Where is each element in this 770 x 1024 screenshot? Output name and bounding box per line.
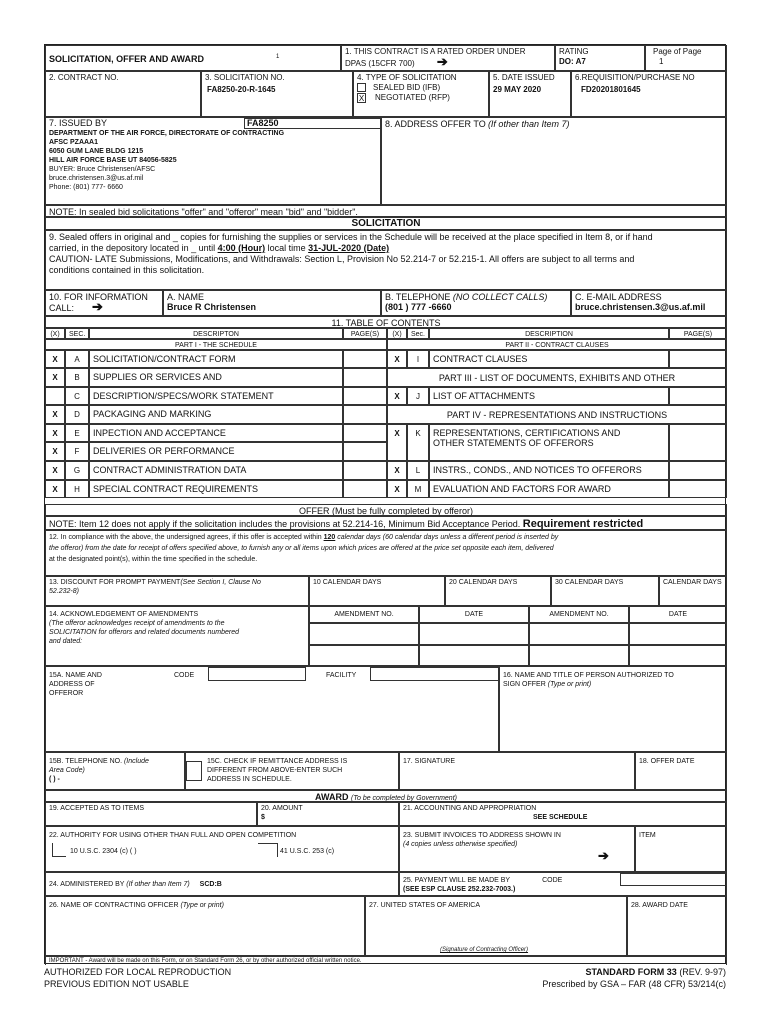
authorized-person-note: (Type or print): [547, 681, 592, 688]
toc-col-x: (X): [45, 328, 65, 339]
issued-by-line: bruce.christensen.3@us.af.mil: [49, 175, 144, 182]
administered-note: (If other than Item 7): [126, 881, 190, 888]
footer-reproduction: AUTHORIZED FOR LOCAL REPRODUCTION: [44, 967, 232, 977]
info-phone: (801 ) 777 -6660: [385, 302, 452, 312]
award-heading-text: AWARD: [315, 792, 349, 802]
toc-k-desc1: REPRESENTATIONS, CERTIFICATIONS AND: [433, 428, 621, 438]
administered-label: 24. ADMINISTERED BY: [49, 881, 125, 888]
discount-30-days: 30 CALENDAR DAYS: [551, 576, 659, 606]
usa-signature-cell: [365, 896, 627, 956]
administered-cell: [45, 872, 399, 896]
toc-row-pages: [343, 480, 387, 498]
info-phone-label: B. TELEPHONE: [385, 292, 451, 302]
amendment-no-header: AMENDMENT NO.: [309, 606, 419, 623]
discount-note2: 52.232-8): [49, 588, 79, 595]
contracting-officer-cell: [45, 896, 365, 956]
toc-row-desc: DESCRIPTION/SPECS/WORK STATEMENT: [89, 387, 343, 405]
item9-line3: CAUTION- LATE Submissions, Modifications, and Withdrawals: Section L, Provision No 52.214-7 or 52.215-1. All offers are subject to all terms and: [49, 254, 635, 264]
page-cell: [645, 45, 727, 71]
sealed-bid-label: SEALED BID (IFB): [373, 83, 441, 92]
toc-row-x[interactable]: X: [45, 424, 65, 442]
item12-block: [45, 530, 727, 576]
item12-line3: at the designated point(s), within the time specified in the schedule.: [49, 556, 258, 563]
toc-part1: PART I - THE SCHEDULE: [45, 339, 387, 350]
item9-block: [45, 230, 727, 290]
rating-value: DO: A7: [559, 57, 586, 66]
toc-row-sec: D: [65, 405, 89, 424]
negotiated-checkbox[interactable]: X: [358, 94, 365, 103]
toc-row-x[interactable]: X: [45, 461, 65, 480]
toc-row-desc: PACKAGING AND MARKING: [89, 405, 343, 424]
remittance-label2: DIFFERENT FROM ABOVE-ENTER SUCH: [207, 767, 343, 774]
rated-order-cell: [341, 45, 555, 71]
toc-row-x[interactable]: X: [387, 424, 407, 461]
item12-line2: the offeror) from the date for receipt of offers specified above, to furnish any or all items upon which prices are offered at the price set opposite each item, delivered: [49, 545, 554, 552]
toc-row-sec: I: [407, 350, 429, 368]
amendment-no-field-2[interactable]: [529, 623, 629, 645]
item9-line2b: local time: [265, 243, 309, 253]
toc-col-pages2: PAGE(S): [669, 328, 727, 339]
accounting-label: 21. ACCOUNTING AND APPROPRIATION: [403, 805, 537, 812]
info-email-label: C. E-MAIL ADDRESS: [575, 292, 662, 302]
offeror-facility-field[interactable]: [370, 667, 499, 681]
toc-row-desc: DELIVERIES OR PERFORMANCE: [89, 442, 343, 461]
toc-row-desc: CONTRACT ADMINISTRATION DATA: [89, 461, 343, 480]
info-label: 10. FOR INFORMATION: [49, 292, 148, 302]
item12-b: calendar days (60 calendar days unless a different period is inserted by: [335, 534, 559, 541]
offeror-code-label: CODE: [174, 672, 195, 679]
toc-row-pages: [343, 461, 387, 480]
requisition-label: 6.REQUISITION/PURCHASE NO: [575, 73, 695, 82]
date-issued-value: 29 MAY 2020: [493, 85, 542, 94]
item12-days: 120: [323, 534, 336, 541]
amendment-no-field-3[interactable]: [309, 645, 419, 666]
discount-label: 13. DISCOUNT FOR PROMPT PAYMENT: [49, 579, 181, 586]
accepted-items-cell: 19. ACCEPTED AS TO ITEMS: [45, 802, 257, 826]
toc-row-desc: INPECTION AND ACCEPTANCE: [89, 424, 343, 442]
item9-time: 4:00 (Hour): [217, 243, 266, 253]
toc-col-sec: SEC.: [65, 328, 89, 339]
toc-col-sec2: Sec.: [407, 328, 429, 339]
authorized-person-label2: SIGN OFFER: [503, 681, 546, 688]
info-name-label: A. NAME: [167, 292, 205, 302]
toc-row-x[interactable]: X: [45, 350, 65, 368]
toc-part2: PART II - CONTRACT CLAUSES: [387, 339, 727, 350]
amendment-date-field-2[interactable]: [629, 623, 727, 645]
info-name-cell: [163, 290, 381, 316]
rating-label: RATING: [559, 47, 589, 56]
administered-value: SCD:B: [199, 881, 222, 888]
amendment-date-field[interactable]: [419, 623, 529, 645]
address-offer-label: 8. ADDRESS OFFER TO: [385, 119, 486, 129]
toc-row-sec: A: [65, 350, 89, 368]
amendments-note1: (The offeror acknowledges receipt of amendments to the: [49, 620, 225, 627]
issued-by-address: [49, 129, 377, 192]
amendment-date-field-4[interactable]: [629, 645, 727, 666]
toc-row-pages: [669, 480, 727, 498]
toc-part4: PART IV - REPRESENTATIONS AND INSTRUCTIONS: [387, 405, 727, 424]
toc-row-sec: K: [407, 424, 429, 461]
form-title-cell: [45, 45, 341, 71]
toc-row-desc: CONTRACT CLAUSES: [429, 350, 669, 368]
toc-row-x[interactable]: X: [45, 368, 65, 387]
discount-cell: [45, 576, 309, 606]
toc-row-x[interactable]: X: [45, 405, 65, 424]
solicitation-heading: SOLICITATION: [45, 217, 727, 230]
info-email-cell: [571, 290, 727, 316]
issued-by-label: 7. ISSUED BY: [49, 118, 108, 128]
toc-col-desc: DESCRIPTON: [89, 328, 343, 339]
issued-by-line: AFSC PZAAA1: [49, 139, 99, 146]
award-heading: [45, 790, 727, 802]
page-value: 1: [659, 57, 664, 66]
telephone-cell: [45, 752, 185, 790]
toc-row-desc: INSTRS., CONDS., AND NOTICES TO OFFERORS: [429, 461, 669, 480]
discount-calendar-days: CALENDAR DAYS: [659, 576, 727, 606]
amendment-date-header: DATE: [419, 606, 529, 623]
invoices-note: (4 copies unless otherwise specified): [403, 841, 518, 848]
toc-row-pages: [343, 368, 387, 387]
usa-label: 27. UNITED STATES OF AMERICA: [369, 902, 480, 909]
toc-part3: PART III - LIST OF DOCUMENTS, EXHIBITS AND OTHER: [387, 368, 727, 387]
solicitation-no-cell: [201, 71, 353, 117]
item9-line2a: carried, in the depository located in _ until: [49, 243, 218, 253]
toc-row-pages: [343, 424, 387, 442]
toc-row-x[interactable]: X: [45, 442, 65, 461]
info-name: Bruce R Christensen: [167, 302, 257, 312]
offeror-label2: ADDRESS OF: [49, 681, 95, 688]
toc-row-sec: F: [65, 442, 89, 461]
toc-row-pages: [669, 461, 727, 480]
date-issued-cell: [489, 71, 571, 117]
toc-row-pages: [343, 405, 387, 424]
sealed-bid-note: NOTE: In sealed bid solicitations "offer" and "offeror" mean "bid" and "bidder".: [45, 205, 727, 217]
toc-row-desc: SOLICITATION/CONTRACT FORM: [89, 350, 343, 368]
telephone-note: (Include: [123, 758, 149, 765]
amendment-date-field-3[interactable]: [419, 645, 529, 666]
remittance-label1: 15C. CHECK IF REMITTANCE ADDRESS IS: [207, 758, 348, 765]
discount-note: (See Section I, Clause No: [180, 579, 261, 586]
footer-rev: (REV. 9-97): [679, 967, 726, 977]
offeror-cell: [45, 666, 499, 752]
issued-by-code: FA8250: [244, 118, 381, 129]
toc-col-desc2: DESCRIPTION: [429, 328, 669, 339]
toc-row-pages: [343, 350, 387, 368]
toc-col-x2: (X): [387, 328, 407, 339]
toc-row-x[interactable]: X: [387, 350, 407, 368]
info-email: bruce.christensen.3@us.af.mil: [575, 302, 706, 312]
authority-cell: [45, 826, 399, 872]
contracting-officer-label: 26. NAME OF CONTRACTING OFFICER: [49, 902, 179, 909]
toc-row-x[interactable]: X: [387, 387, 407, 405]
authority-checkbox-1[interactable]: [52, 843, 66, 857]
offeror-label3: OFFEROR: [49, 690, 84, 697]
toc-row-desc: EVALUATION AND FACTORS FOR AWARD: [429, 480, 669, 498]
toc-row-sec: B: [65, 368, 89, 387]
payment-value: (SEE ESP CLAUSE 252.232-7003.): [403, 886, 516, 893]
footer-sf33: STANDARD FORM 33: [585, 967, 677, 977]
note2: [45, 516, 727, 530]
authority-option-1: 10 U.S.C. 2304 (c) ( ): [70, 848, 137, 855]
solicitation-no-value: FA8250-20-R-1645: [207, 85, 276, 94]
award-note: (To be completed by Government): [351, 795, 457, 802]
amount-label: 20. AMOUNT: [261, 805, 303, 812]
rated-order-label: 1. THIS CONTRACT IS A RATED ORDER UNDER: [345, 47, 526, 56]
amendments-label: 14. ACKNOWLEDGEMENT OF AMENDMENTS: [49, 611, 199, 618]
discount-20-days: 20 CALENDAR DAYS: [445, 576, 551, 606]
offeror-facility-label: FACILITY: [326, 672, 357, 679]
negotiated-label: NEGOTIATED (RFP): [375, 93, 450, 102]
issued-by-line: 6050 GUM LANE BLDG 1215: [49, 148, 144, 155]
amendment-no-field-4[interactable]: [529, 645, 629, 666]
authorized-person-cell: [499, 666, 727, 752]
toc-row-sec: E: [65, 424, 89, 442]
requisition-cell: [571, 71, 727, 117]
toc-k-desc2: OTHER STATEMENTS OF OFFERORS: [433, 438, 594, 448]
amendment-no-header-2: AMENDMENT NO.: [529, 606, 629, 623]
footer-prescribed: Prescribed by GSA – FAR (48 CFR) 53/214(c): [542, 979, 726, 989]
item9-line1: 9. Sealed offers in original and _ copies for furnishing the supplies or services in the Schedule will be received at the place specified in Item 8, or if hand: [49, 232, 653, 242]
amendments-cell: [45, 606, 309, 666]
item12-a: 12. In compliance with the above, the undersigned agrees, if this offer is accepted within: [49, 534, 324, 541]
toc-row-sec: M: [407, 480, 429, 498]
note2-bold: Requirement restricted: [522, 518, 644, 530]
arrow-right-icon: ➔: [92, 299, 103, 314]
amendments-note2: SOLICITATION for offerors and related documents numbered: [49, 629, 239, 636]
authorized-person-label: 16. NAME AND TITLE OF PERSON AUTHORIZED TO: [503, 672, 674, 679]
issued-by-cell: [45, 117, 381, 205]
discount-10-days: 10 CALENDAR DAYS: [309, 576, 445, 606]
payment-code-label: CODE: [542, 877, 563, 884]
requisition-value: FD20201801645: [581, 85, 641, 94]
page-label: Page of Page: [653, 47, 702, 56]
payment-label: 25. PAYMENT WILL BE MADE BY: [403, 877, 511, 884]
usa-signature-note: (Signature of Contracting Officer): [440, 947, 529, 953]
note2-text: NOTE: Item 12 does not apply if the solicitation includes the provisions at 52.214-16, Minimum Bid Acceptance Period.: [49, 519, 521, 529]
toc-heading: 11. TABLE OF CONTENTS: [45, 316, 727, 328]
invoices-cell: [399, 826, 635, 872]
contract-no-cell: [45, 71, 201, 117]
signature-cell[interactable]: 17. SIGNATURE: [399, 752, 635, 790]
toc-col-pages: PAGE(S): [343, 328, 387, 339]
address-offer-cell: [381, 117, 727, 205]
issued-by-line: DEPARTMENT OF THE AIR FORCE, DIRECTORATE OF CONTRACTING: [49, 130, 285, 137]
offer-heading-text: OFFER (Must be fully completed by offeror): [299, 506, 473, 516]
remittance-cell: [185, 752, 399, 790]
remittance-checkbox[interactable]: [186, 761, 202, 781]
invoices-label: 23. SUBMIT INVOICES TO ADDRESS SHOWN IN: [403, 832, 561, 839]
issued-by-line: HILL AIR FORCE BASE UT 84056-5825: [49, 157, 177, 164]
call-label: CALL:: [49, 303, 75, 313]
toc-row-pages: [669, 387, 727, 405]
contract-no-label: 2. CONTRACT NO.: [49, 73, 119, 82]
remittance-label3: ADDRESS IN SCHEDULE.: [207, 776, 292, 783]
footer-standard-form: [585, 967, 726, 978]
info-phone-cell: [381, 290, 571, 316]
sealed-bid-checkbox[interactable]: [357, 83, 366, 92]
authority-option-2: 41 U.S.C. 253 (c): [280, 848, 335, 855]
arrow-right-icon: ➔: [436, 54, 448, 69]
toc-row-pages: [343, 387, 387, 405]
item9-date: 31-JUL-2020 (Date): [308, 243, 390, 253]
toc-row-x[interactable]: [45, 387, 65, 405]
offeror-label1: 15A. NAME AND: [49, 672, 102, 679]
info-call-cell: [45, 290, 163, 316]
toc-row-sec: L: [407, 461, 429, 480]
toc-row-desc: [429, 424, 669, 461]
toc-row-sec: G: [65, 461, 89, 480]
toc-row-sec: H: [65, 480, 89, 498]
contracting-officer-note: (Type or print): [180, 902, 224, 909]
telephone-note2: Area Code): [49, 767, 85, 774]
toc-row-desc: LIST OF ATTACHMENTS: [429, 387, 669, 405]
telephone-label: 15B. TELEPHONE NO.: [49, 758, 123, 765]
payment-code-field[interactable]: [620, 873, 727, 886]
authority-label: 22. AUTHORITY FOR USING OTHER THAN FULL AND OPEN COMPETITION: [49, 832, 297, 839]
toc-row-pages: [669, 350, 727, 368]
footer-previous-edition: PREVIOUS EDITION NOT USABLE: [44, 979, 189, 989]
offeror-code-field[interactable]: [208, 667, 306, 681]
toc-row-sec: J: [407, 387, 429, 405]
amount-cell: [257, 802, 399, 826]
award-date-cell: 28. AWARD DATE: [627, 896, 727, 956]
issued-by-line: BUYER: Bruce Christensen/AFSC: [49, 166, 156, 173]
toc-row-x[interactable]: X: [387, 461, 407, 480]
accounting-value: SEE SCHEDULE: [533, 814, 588, 821]
address-offer-note: (If other than Item 7): [487, 119, 570, 129]
arrow-right-icon: ➔: [598, 848, 609, 863]
amendments-note3: and dated:: [49, 638, 83, 645]
toc-row-desc: SPECIAL CONTRACT REQUIREMENTS: [89, 480, 343, 498]
issued-by-line: Phone: (801) 777- 6660: [49, 184, 123, 191]
item9-line4: conditions contained in this solicitation.: [49, 265, 205, 275]
solicitation-type-label: 4. TYPE OF SOLICITATION: [357, 73, 457, 82]
toc-row-x[interactable]: X: [387, 480, 407, 498]
dpas-label: DPAS (15CFR 700): [345, 59, 415, 68]
solicitation-type-cell: [353, 71, 489, 117]
toc-row-sec: C: [65, 387, 89, 405]
info-phone-note: (NO COLLECT CALLS): [452, 292, 548, 302]
toc-row-desc: SUPPLIES OR SERVICES AND: [89, 368, 343, 387]
accounting-cell: [399, 802, 727, 826]
title-sup: 1: [276, 54, 280, 60]
form-title: SOLICITATION, OFFER AND AWARD: [49, 54, 204, 64]
offer-date-cell[interactable]: 18. OFFER DATE: [635, 752, 727, 790]
solicitation-form: [44, 44, 726, 964]
date-issued-label: 5. DATE ISSUED: [493, 73, 555, 82]
amendment-date-header-2: DATE: [629, 606, 727, 623]
rating-cell: [555, 45, 645, 71]
toc-row-pages: [343, 442, 387, 461]
solicitation-no-label: 3. SOLICITATION NO.: [205, 73, 285, 82]
toc-row-x[interactable]: X: [45, 480, 65, 498]
authority-checkbox-2[interactable]: [258, 843, 278, 857]
telephone-value[interactable]: ( ) -: [49, 776, 60, 783]
invoice-item-cell: ITEM: [635, 826, 727, 872]
toc-row-pages: [669, 424, 727, 461]
offer-heading: [45, 504, 727, 516]
important-note: IMPORTANT - Award will be made on this Form, or on Standard Form 26, or by other authorized official written notice.: [45, 956, 727, 965]
payment-cell: [399, 872, 727, 896]
amount-value: $: [261, 814, 265, 821]
amendment-no-field[interactable]: [309, 623, 419, 645]
